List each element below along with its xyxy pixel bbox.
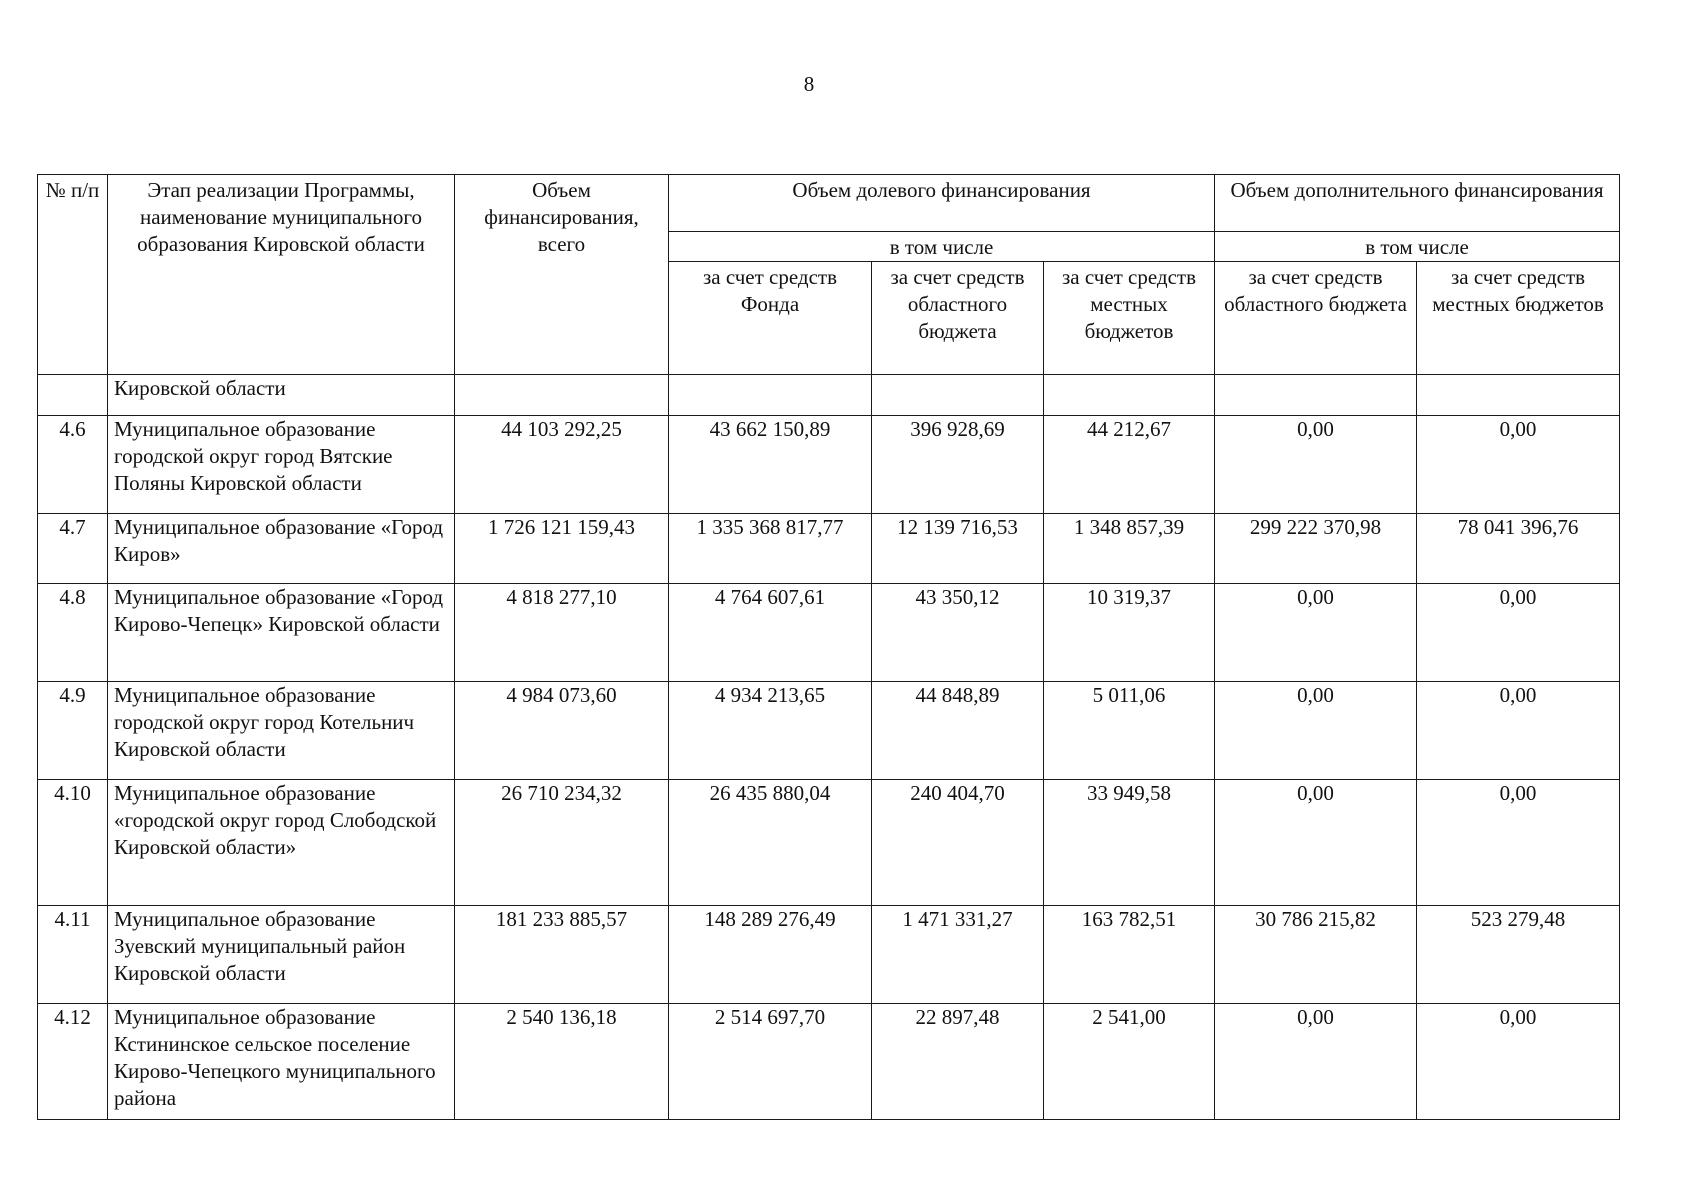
- add-regional-value: 0,00: [1215, 584, 1417, 682]
- table-row: [38, 1004, 1620, 1120]
- regional-value: 396 928,69: [872, 416, 1044, 514]
- cell-empty: [872, 375, 1044, 416]
- fund-value: 26 435 880,04: [669, 780, 872, 906]
- header-add-local: за счет средств местных бюджетов: [1417, 262, 1620, 375]
- add-local-value: 523 279,48: [1417, 906, 1620, 1004]
- municipality-name: Муниципальное образование Зуевский муниципальный район Кировской области: [108, 906, 455, 1004]
- local-value: 33 949,58: [1044, 780, 1215, 906]
- fund-value: 1 335 368 817,77: [669, 514, 872, 584]
- financing-table: [37, 174, 1620, 1120]
- add-regional-value: 0,00: [1215, 780, 1417, 906]
- add-local-value: 0,00: [1417, 584, 1620, 682]
- add-regional-value: 299 222 370,98: [1215, 514, 1417, 584]
- cell-empty: [455, 375, 669, 416]
- page-number: 8: [803, 72, 815, 96]
- local-value: 5 011,06: [1044, 682, 1215, 780]
- table-row: [38, 906, 1620, 1004]
- add-regional-value: 30 786 215,82: [1215, 906, 1417, 1004]
- add-local-value: 0,00: [1417, 780, 1620, 906]
- add-local-value: 78 041 396,76: [1417, 514, 1620, 584]
- local-value: 2 541,00: [1044, 1004, 1215, 1120]
- regional-value: 1 471 331,27: [872, 906, 1044, 1004]
- add-local-value: 0,00: [1417, 682, 1620, 780]
- municipality-name: Муниципальное образование «городской округ город Слободской Кировской области»: [108, 780, 455, 906]
- header-num: № п/п: [38, 175, 108, 375]
- cell-empty: [1044, 375, 1215, 416]
- municipality-name: Муниципальное образование городской округ город Котельнич Кировской области: [108, 682, 455, 780]
- add-local-value: 0,00: [1417, 1004, 1620, 1120]
- regional-value: 240 404,70: [872, 780, 1044, 906]
- add-regional-value: 0,00: [1215, 416, 1417, 514]
- add-regional-value: 0,00: [1215, 1004, 1417, 1120]
- row-number: 4.7: [38, 514, 108, 584]
- continuation-row: [38, 375, 1620, 416]
- fund-value: 43 662 150,89: [669, 416, 872, 514]
- row-number: 4.12: [38, 1004, 108, 1120]
- regional-value: 44 848,89: [872, 682, 1044, 780]
- header-stage: Этап реализации Программы, наименование муниципального образования Кировской области: [108, 175, 455, 375]
- fund-value: 4 934 213,65: [669, 682, 872, 780]
- add-local-value: 0,00: [1417, 416, 1620, 514]
- header-incl-shared: в том числе: [669, 232, 1215, 262]
- header-additional: Объем дополнительного финансирования: [1215, 175, 1620, 232]
- local-value: 163 782,51: [1044, 906, 1215, 1004]
- cell-empty: [1215, 375, 1417, 416]
- row-number: 4.10: [38, 780, 108, 906]
- total-value: 2 540 136,18: [455, 1004, 669, 1120]
- table-row: [38, 584, 1620, 682]
- cell-empty: [38, 375, 108, 416]
- municipality-name: Муниципальное образование Кстининское сельское поселение Кирово-Чепецкого муниципального района: [108, 1004, 455, 1120]
- fund-value: 148 289 276,49: [669, 906, 872, 1004]
- total-value: 1 726 121 159,43: [455, 514, 669, 584]
- header-shared-fund: за счет средств Фонда: [669, 262, 872, 375]
- cell-empty: [669, 375, 872, 416]
- row-number: 4.8: [38, 584, 108, 682]
- header-shared-local: за счет средств местных бюджетов: [1044, 262, 1215, 375]
- row-number: 4.9: [38, 682, 108, 780]
- municipality-name: Муниципальное образование «Город Киров»: [108, 514, 455, 584]
- header-shared: Объем долевого финансирования: [669, 175, 1215, 232]
- table-row: [38, 682, 1620, 780]
- total-value: 26 710 234,32: [455, 780, 669, 906]
- total-value: 181 233 885,57: [455, 906, 669, 1004]
- regional-value: 22 897,48: [872, 1004, 1044, 1120]
- table-row: [38, 514, 1620, 584]
- add-regional-value: 0,00: [1215, 682, 1417, 780]
- header-total: Объем финансирования, всего: [455, 175, 669, 375]
- total-value: 4 984 073,60: [455, 682, 669, 780]
- regional-value: 43 350,12: [872, 584, 1044, 682]
- continuation-text: Кировской области: [108, 375, 455, 416]
- total-value: 4 818 277,10: [455, 584, 669, 682]
- municipality-name: Муниципальное образование «Город Кирово-Чепецк» Кировской области: [108, 584, 455, 682]
- local-value: 1 348 857,39: [1044, 514, 1215, 584]
- fund-value: 2 514 697,70: [669, 1004, 872, 1120]
- total-value: 44 103 292,25: [455, 416, 669, 514]
- header-shared-regional: за счет средств областного бюджета: [872, 262, 1044, 375]
- table-row: [38, 780, 1620, 906]
- row-number: 4.11: [38, 906, 108, 1004]
- cell-empty: [1417, 375, 1620, 416]
- header-incl-additional: в том числе: [1215, 232, 1620, 262]
- row-number: 4.6: [38, 416, 108, 514]
- fund-value: 4 764 607,61: [669, 584, 872, 682]
- table-row: [38, 416, 1620, 514]
- regional-value: 12 139 716,53: [872, 514, 1044, 584]
- local-value: 44 212,67: [1044, 416, 1215, 514]
- header-add-regional: за счет средств областного бюджета: [1215, 262, 1417, 375]
- local-value: 10 319,37: [1044, 584, 1215, 682]
- municipality-name: Муниципальное образование городской округ город Вятские Поляны Кировской области: [108, 416, 455, 514]
